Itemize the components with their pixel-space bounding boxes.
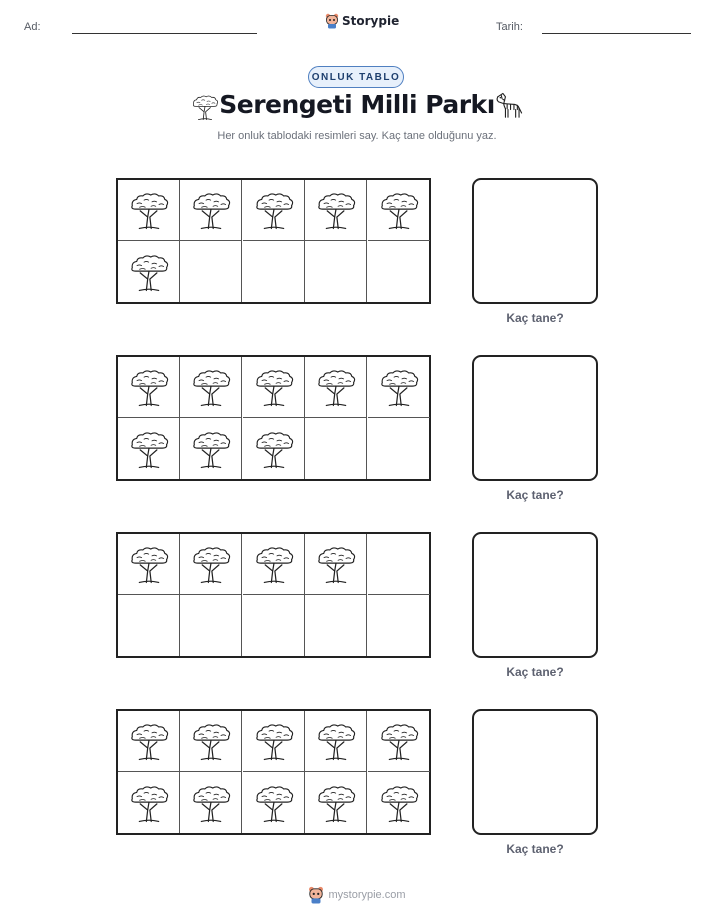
frame-cell: [368, 711, 430, 772]
frame-cell: [118, 595, 180, 656]
acacia-tree-icon: [376, 188, 422, 232]
zebra-icon: [490, 90, 526, 124]
frame-cell: [180, 418, 242, 479]
frame-cell: [118, 418, 180, 479]
answer-box[interactable]: [472, 355, 598, 481]
answer-box[interactable]: [472, 532, 598, 658]
acacia-tree-icon: [251, 719, 297, 763]
frame-cell: [180, 241, 242, 302]
answer-label: Kaç tane?: [506, 665, 564, 679]
frame-cell: [368, 772, 430, 833]
instructions: Her onluk tablodaki resimleri say. Kaç tane olduğunu yaz.: [217, 130, 497, 142]
acacia-tree-icon: [313, 719, 359, 763]
acacia-tree-icon: [313, 781, 359, 825]
acacia-tree-icon: [251, 542, 297, 586]
acacia-tree-icon: [188, 542, 234, 586]
footer: [0, 886, 714, 904]
page-title: Serengeti Milli Parkı: [219, 90, 495, 119]
answer-box[interactable]: [472, 709, 598, 835]
ten-frame: [116, 355, 431, 481]
frame-cell: [118, 711, 180, 772]
acacia-tree-icon: [188, 427, 234, 471]
frame-cell: [305, 711, 367, 772]
acacia-tree-icon: [126, 188, 172, 232]
frame-cell: [243, 357, 305, 418]
frame-cell: [180, 357, 242, 418]
frame-cell: [368, 241, 430, 302]
frame-cell: [368, 180, 430, 241]
acacia-tree-icon: [126, 542, 172, 586]
frame-cell: [243, 595, 305, 656]
frame-cell: [180, 772, 242, 833]
acacia-tree-icon: [313, 542, 359, 586]
acacia-tree-icon: [251, 427, 297, 471]
acacia-tree-icon: [313, 365, 359, 409]
frame-cell: [243, 534, 305, 595]
acacia-tree-icon: [376, 781, 422, 825]
acacia-tree-icon: [376, 719, 422, 763]
brand-name: Storypie: [342, 14, 400, 28]
answer-label: Kaç tane?: [506, 488, 564, 502]
worksheet-type-badge: ONLUK TABLO: [308, 66, 404, 88]
ten-frame: [116, 532, 431, 658]
frame-cell: [368, 595, 430, 656]
frame-cell: [368, 357, 430, 418]
frame-cell: [305, 418, 367, 479]
frame-cell: [368, 534, 430, 595]
acacia-tree-icon: [126, 781, 172, 825]
acacia-tree-icon: [251, 188, 297, 232]
frame-cell: [118, 357, 180, 418]
acacia-tree-icon: [126, 719, 172, 763]
name-line[interactable]: [72, 33, 257, 34]
acacia-tree-icon: [126, 427, 172, 471]
frame-cell: [180, 711, 242, 772]
frame-cell: [180, 180, 242, 241]
acacia-tree-icon: [126, 250, 172, 294]
frame-cell: [243, 241, 305, 302]
frame-cell: [305, 534, 367, 595]
frame-cell: [118, 180, 180, 241]
brand-logo: [325, 13, 399, 29]
acacia-tree-icon: [188, 719, 234, 763]
ten-frame: [116, 178, 431, 304]
frame-cell: [243, 772, 305, 833]
acacia-tree-icon: [376, 365, 422, 409]
answer-label: Kaç tane?: [506, 311, 564, 325]
date-label: Tarih:: [496, 21, 523, 33]
name-label: Ad:: [24, 21, 41, 33]
frame-cell: [305, 180, 367, 241]
frame-cell: [180, 534, 242, 595]
frame-cell: [368, 418, 430, 479]
ten-frame: [116, 709, 431, 835]
frame-cell: [180, 595, 242, 656]
footer-site[interactable]: mystorypie.com: [328, 889, 406, 901]
storypie-mascot-icon: [308, 886, 324, 904]
acacia-tree-icon: [188, 188, 234, 232]
frame-cell: [118, 772, 180, 833]
frame-cell: [305, 357, 367, 418]
frame-cell: [305, 595, 367, 656]
frame-cell: [305, 772, 367, 833]
acacia-tree-icon: [251, 365, 297, 409]
acacia-tree-icon: [126, 365, 172, 409]
date-line[interactable]: [542, 33, 691, 34]
acacia-tree-icon: [251, 781, 297, 825]
answer-box[interactable]: [472, 178, 598, 304]
frame-cell: [118, 534, 180, 595]
frame-cell: [243, 180, 305, 241]
frame-cell: [243, 711, 305, 772]
acacia-tree-icon: [188, 365, 234, 409]
acacia-tree-icon: [188, 781, 234, 825]
frame-cell: [118, 241, 180, 302]
frame-cell: [243, 418, 305, 479]
storypie-mascot-icon: [325, 13, 339, 29]
answer-label: Kaç tane?: [506, 842, 564, 856]
acacia-tree-icon: [313, 188, 359, 232]
frame-cell: [305, 241, 367, 302]
